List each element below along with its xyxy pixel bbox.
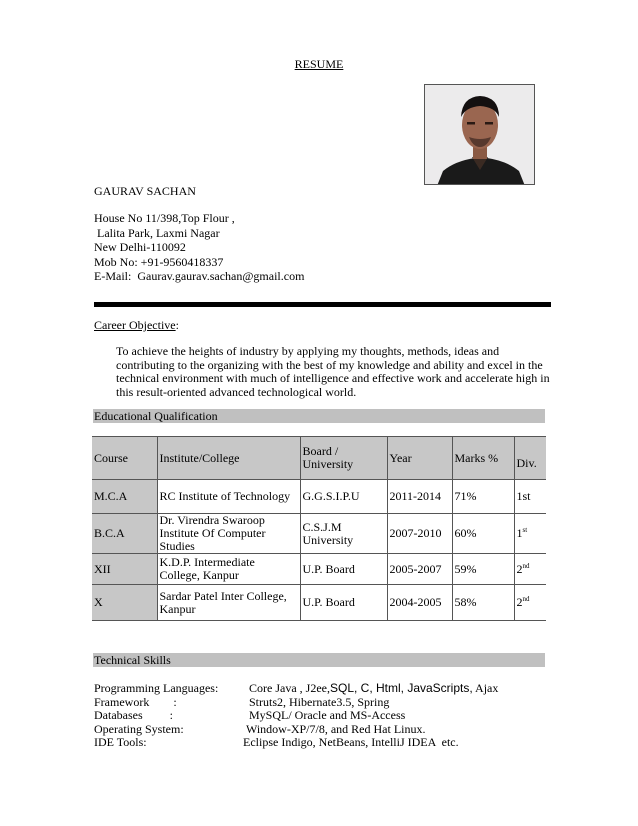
skill-value: [249, 682, 498, 696]
address-line: Lalita Park, Laxmi Nagar: [94, 225, 220, 240]
cell-board: G.G.S.I.P.U: [300, 480, 387, 514]
skill-value: Struts2, Hibernate3.5, Spring: [249, 694, 390, 709]
skill-row-os: [94, 723, 514, 737]
education-section-bar: [93, 409, 545, 423]
div-suffix: nd: [522, 561, 530, 570]
div-value: 1: [516, 489, 523, 503]
cell-marks: 58%: [452, 585, 514, 621]
skill-value: Eclipse Indigo, NetBeans, IntelliJ IDEA etc.: [243, 735, 459, 749]
skill-key: Programming Languages:: [94, 681, 219, 695]
skill-row-languages: [94, 682, 514, 696]
header-div: Div.: [514, 437, 546, 480]
skill-row-framework: [94, 696, 514, 710]
header-course: Course: [92, 437, 157, 480]
cell-course: X: [92, 585, 157, 621]
address-line: New Delhi-110092: [94, 240, 186, 254]
header-board: Board / University: [300, 437, 387, 480]
skills-list: [94, 682, 514, 750]
skill-row-ide: [94, 736, 514, 750]
cell-year: 2005-2007: [387, 554, 452, 585]
cell-institute: RC Institute of Technology: [157, 480, 300, 514]
skill-value: Window-XP/7/8, and Red Hat Linux.: [246, 721, 426, 736]
skill-value: MySQL/ Oracle and MS-Access: [249, 708, 406, 722]
career-objective-label: Career Objective: [94, 318, 176, 332]
skills-section-bar: [93, 653, 545, 667]
div-value: 1: [516, 526, 523, 540]
table-row: [92, 585, 546, 621]
div-suffix: nd: [522, 595, 530, 603]
cell-course: XII: [92, 554, 157, 585]
div-value: 2: [516, 561, 523, 576]
skill-value-part: SQL, C, Html, JavaScripts,: [329, 681, 473, 695]
table-row: [92, 480, 546, 514]
skills-heading: Technical Skills: [94, 653, 171, 667]
section-divider: [94, 302, 551, 307]
cell-institute: K.D.P. Intermediate College, Kanpur: [157, 554, 300, 585]
cell-board: U.P. Board: [300, 585, 387, 621]
cell-marks: 59%: [452, 554, 514, 585]
skill-key: Framework :: [94, 694, 177, 709]
address-line: House No 11/398,Top Flour ,: [94, 211, 235, 225]
education-table: [92, 436, 546, 621]
div-suffix: st: [522, 489, 531, 503]
page-title: RESUME: [294, 57, 344, 71]
header-marks: Marks %: [452, 437, 514, 480]
cell-div: [514, 585, 546, 621]
cell-institute: Sardar Patel Inter College, Kanpur: [157, 585, 300, 621]
cell-institute: Dr. Virendra Swaroop Institute Of Computer Studies: [157, 514, 300, 554]
email-address: E-Mail: Gaurav.gaurav.sachan@gmail.com: [94, 269, 305, 283]
skill-value-part: Ajax: [472, 681, 499, 695]
career-objective-text: To achieve the heights of industry by applying my thoughts, methods, ideas and contributing to the organizing with the best of my knowledge and ability and excel in the technical environment with much of intelligence and effective work and accelerate high in this result-oriented advanced technological world.: [116, 344, 550, 399]
education-heading: Educational Qualification: [94, 409, 218, 423]
cell-board: C.S.J.M University: [300, 514, 387, 554]
mobile-number: Mob No: +91-9560418337: [94, 254, 224, 269]
cell-div: [514, 514, 546, 554]
cell-board: U.P. Board: [300, 554, 387, 585]
candidate-name: GAURAV SACHAN: [94, 184, 196, 198]
table-row: [92, 554, 546, 585]
career-objective-heading: [94, 318, 179, 333]
cell-course: M.C.A: [92, 480, 157, 514]
profile-photo: [424, 84, 535, 185]
skill-key: IDE Tools:: [94, 735, 147, 749]
cell-div: [514, 554, 546, 585]
cell-marks: 60%: [452, 514, 514, 554]
skill-key: Databases :: [94, 708, 173, 722]
skill-key: Operating System:: [94, 721, 184, 736]
person-photo-icon: [425, 85, 535, 185]
cell-year: 2011-2014: [387, 480, 452, 514]
cell-marks: 71%: [452, 480, 514, 514]
cell-course: B.C.A: [92, 514, 157, 554]
header-year: Year: [387, 437, 452, 480]
cell-div: [514, 480, 546, 514]
career-objective-colon: :: [175, 318, 179, 332]
div-suffix: st: [522, 526, 528, 534]
table-row: [92, 514, 546, 554]
div-value: 2: [516, 595, 523, 609]
skill-row-databases: [94, 709, 514, 723]
skill-value-part: Core Java , J2ee,: [249, 681, 330, 695]
cell-year: 2004-2005: [387, 585, 452, 621]
table-header-row: [92, 437, 546, 480]
header-institute: Institute/College: [157, 437, 300, 480]
contact-address: [94, 211, 304, 284]
cell-year: 2007-2010: [387, 514, 452, 554]
